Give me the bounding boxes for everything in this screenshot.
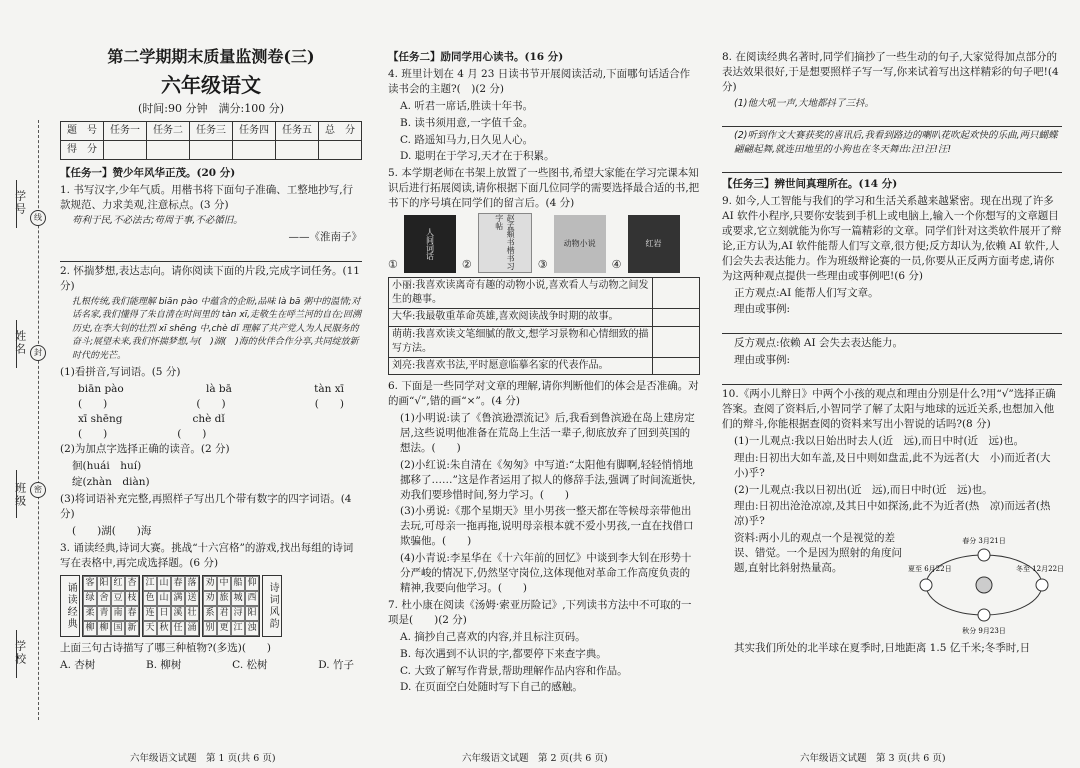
grid-cell: 江	[143, 576, 157, 591]
grid-cell: 浊	[245, 621, 259, 636]
pinyin: biān pào	[78, 383, 124, 396]
q1-quote: 苟利于民,不必法古;苟周于事,不必循旧。	[72, 215, 243, 227]
score-cell[interactable]	[104, 140, 147, 159]
pinyin-row	[60, 382, 362, 397]
grid-cell: 系	[203, 606, 217, 621]
grid-cell: 壮	[185, 606, 199, 621]
label-class: 班级	[13, 482, 27, 508]
grid-cell: 山	[157, 591, 171, 606]
task1-heading: 【任务一】赞少年风华正茂。(20 分)	[60, 166, 236, 179]
palace-grid-2	[142, 575, 200, 637]
grid-cell: 杏	[125, 576, 139, 591]
q2-2-item[interactable]: 绽(zhàn diàn)	[72, 476, 150, 489]
grid-cell: 山	[157, 576, 171, 591]
label-winter: 冬至 12月22日	[1016, 565, 1064, 574]
grid-cell: 阳	[97, 576, 111, 591]
grid-cell: 仰	[245, 576, 259, 591]
score-header: 题 号	[61, 121, 104, 140]
page-2	[388, 50, 700, 697]
answer-blank[interactable]: ( )	[314, 397, 344, 410]
q4-option-c[interactable]: C. 路遥知马力,日久见人心。	[400, 133, 534, 146]
grid-cell: 舍	[97, 591, 111, 606]
blank-row	[60, 397, 362, 412]
option-b[interactable]: B. 柳树	[146, 658, 182, 671]
q10-prompt: 10.《两小儿辩日》中两个小孩的观点和理由分别是什么?用“√”选择正确答案。查阅了资料后,小智同学了解了太阳与地球的远近关系,也想加入他们的辩斗,你能根据查阅的资料来写出小智说的话吗?(8 分)	[722, 388, 1056, 430]
grid-cell: 劝	[203, 591, 217, 606]
score-header: 任务五	[276, 121, 319, 140]
palace-grid-1	[82, 575, 140, 637]
grid-cell: 豆	[111, 591, 125, 606]
option-c[interactable]: C. 松树	[232, 658, 268, 671]
grid-cell: 别	[203, 621, 217, 636]
fill-line-class	[16, 470, 17, 518]
q9-con: 反方观点:依赖 AI 会失去表达能力。	[734, 337, 903, 350]
grid-cell: 更	[217, 621, 231, 636]
grid-cell: 任	[171, 621, 185, 636]
q4-option-a[interactable]: A. 听君一席话,胜读十年书。	[400, 99, 534, 112]
fill-line-name	[16, 320, 17, 368]
grid-cell: 柳	[83, 621, 97, 636]
book-answer-cell[interactable]	[653, 309, 700, 326]
grid-cell: 城	[231, 591, 245, 606]
grid-cell: 浔	[231, 606, 245, 621]
q2-passage: 扎根传统,我们能理解 biān pào 中蕴含的企盼,品味 là bā 粥中的温情;对话名家,我们懂得了朱自清在时间里的 tàn xī,走敬生在呼兰河的自在;回溯历史,在李大钊的壮烈 xī shēng 中,chè dǐ 理解了共产党人为人民服务的奋斗;展望未来,我们怀揣梦想,与( )湖( )海的伙伴合作分享,共同绽放新时代的光芒。	[72, 296, 362, 361]
palace-grid-3	[202, 575, 260, 637]
answer-blank[interactable]: ( )	[196, 397, 226, 410]
q7-option-a[interactable]: A. 摘抄自己喜欢的内容,并且标注页码。	[400, 630, 586, 643]
earth-spring-icon	[978, 549, 990, 561]
footer-page-2: 六年级语文试题 第 2 页(共 6 页)	[462, 753, 608, 764]
grid-cell: 枝	[125, 591, 139, 606]
q9-answer-line[interactable]	[722, 370, 1062, 385]
label-student-id: 学号	[13, 190, 27, 216]
book-title: 人间词话	[425, 228, 435, 261]
score-header: 任务一	[104, 121, 147, 140]
q2-prompt: 2. 怀揣梦想,表达志向。请你阅读下面的片段,完成字词任务。(11 分)	[60, 264, 360, 292]
q8-sentence-1: (1)他大吼一声,大地都抖了三抖。	[734, 97, 874, 109]
grid-cell: 柳	[97, 621, 111, 636]
pinyin-row	[60, 412, 362, 427]
book-cover-2	[478, 213, 532, 273]
q9-pro: 正方观点:AI 能帮人们写文章。	[734, 286, 879, 299]
grid-cell: 天	[143, 621, 157, 636]
book-answer-cell[interactable]	[653, 358, 700, 375]
earth-winter-icon	[1036, 579, 1048, 591]
table-row	[389, 309, 700, 326]
grid-cell: 国	[111, 621, 125, 636]
q8-answer-line[interactable]	[722, 158, 1062, 173]
grid-cell: 旅	[217, 591, 231, 606]
book-cover-3	[554, 215, 606, 273]
grid-cell: 色	[143, 591, 157, 606]
grid-cell: 南	[111, 606, 125, 621]
table-row	[389, 326, 700, 357]
q6-item[interactable]: (4)小青说:李星华在《十六年前的回忆》中谈到李大钊在形势十分严峻的情况下,仍然坚守岗位,这体现他对革命工作高度负责的精神,我要向他学习。( )	[400, 552, 692, 594]
q2-1-prompt: (1)看拼音,写词语。(5 分)	[60, 366, 181, 379]
score-header: 任务二	[147, 121, 190, 140]
q7-option-d[interactable]: D. 在页面空白处随时写下自己的感触。	[400, 681, 583, 694]
task2-heading: 【任务二】励同学用心读书。(16 分)	[388, 51, 564, 63]
grid-cell: 落	[185, 576, 199, 591]
score-row-label: 得 分	[61, 140, 104, 159]
reason-label: 理由或事例:	[734, 303, 791, 316]
book-answer-cell[interactable]	[653, 278, 700, 309]
grid-cell: 连	[143, 606, 157, 621]
q4-option-b[interactable]: B. 读书须用意,一字值千金。	[400, 116, 534, 129]
q8-prompt: 8. 在阅读经典名著时,同学们摘抄了一些生动的句子,大家觉得加点部分的表达效果很好,于是想要照样子写一写,你来试着写出这样精彩的句子吧!(4 分)	[722, 51, 1059, 93]
grid-cell: 溪	[171, 606, 185, 621]
label-name: 姓名	[13, 330, 27, 356]
fill-line-id	[16, 180, 17, 228]
fill-line-school	[16, 630, 17, 678]
sun-icon	[976, 577, 992, 593]
grid-cell: 涌	[185, 621, 199, 636]
q2-2-prompt: (2)为加点字选择正确的读音。(2 分)	[60, 442, 230, 455]
q1-source: ——《淮南子》	[288, 230, 362, 243]
footer-page-1: 六年级语文试题 第 1 页(共 6 页)	[130, 753, 276, 764]
grid-cell: 青	[97, 606, 111, 621]
score-table	[60, 121, 362, 160]
score-header: 任务四	[233, 121, 276, 140]
q1-prompt: 1. 书写汉字,少年气质。用楷书将下面句子准确、工整地抄写,行款规范、力求美观,注意标点。(3 分)	[60, 183, 354, 211]
q10-2-view[interactable]: (2)一儿观点:我以日初出(近 远),而日中时(近 远)也。	[734, 483, 993, 496]
grid-cell: 劝	[203, 576, 217, 591]
reader-comment: 大华:我最敬重革命英雄,喜欢阅读战争时期的故事。	[389, 309, 653, 326]
score-header: 任务三	[190, 121, 233, 140]
grid-cell: 满	[171, 591, 185, 606]
q3-options	[60, 658, 362, 673]
label-autumn: 秋分 9月23日	[962, 627, 1006, 636]
task3-heading: 【任务三】辨世间真理所在。(14 分)	[722, 178, 898, 191]
q5-prompt: 5. 本学期老师在书架上放置了一些图书,希望大家能在学习完课本知识后进行拓展阅读,请你根据下面几位同学的需要选择最合适的书,把书下的序号填在同学们的留言后。(4 分)	[388, 167, 700, 210]
q4-prompt: 4. 班里计划在 4 月 23 日读书节开展阅读活动,下面哪句话适合作读书会的主题?( )(2 分)	[388, 67, 691, 95]
q7-option-b[interactable]: B. 每次遇到不认识的字,都要停下来查字典。	[400, 647, 607, 660]
q10-data-block	[722, 531, 1062, 641]
score-cell[interactable]	[319, 140, 362, 159]
book-number: ④	[611, 258, 622, 272]
q10-2-reason[interactable]: 理由:日初出沧沧凉凉,及其日中如探汤,此不为近者(热 凉)而远者(热 凉)乎?	[734, 500, 1062, 528]
option-d[interactable]: D. 竹子	[318, 658, 354, 671]
q3-prompt: 3. 诵读经典,诗词大赛。挑战“十六宫格”的游戏,找出每组的诗词写在表格中,再完成选择题。(6 分)	[60, 542, 354, 570]
q10-1-view[interactable]: (1)一儿观点:我以日始出时去人(近 远),而日中时(近 远)也。	[734, 434, 1025, 447]
book-title: 红岩	[645, 239, 662, 249]
book-number: ①	[388, 258, 398, 272]
book-title: 动物小说	[563, 239, 596, 249]
label-summer: 夏至 6月22日	[908, 565, 952, 574]
book-shelf	[388, 213, 700, 273]
q4-option-d[interactable]: D. 聪明在于学习,天才在于积累。	[400, 150, 555, 163]
pinyin: tàn xī	[314, 383, 344, 396]
seal-line: 线	[30, 210, 46, 226]
q6-item[interactable]: (2)小红说:朱自清在《匆匆》中写道:“太阳他有脚啊,轻轻悄悄地挪移了……”这是作者运用了拟人的修辞手法,强调了时间流逝快,劝我们要珍惜时间,努力学习。( )	[400, 458, 696, 501]
grid-cell: 秋	[157, 621, 171, 636]
book-number: ③	[537, 258, 548, 272]
grid-cell: 西	[245, 591, 259, 606]
answer-blank[interactable]: ( )	[78, 397, 108, 410]
seal-feng: 封	[30, 345, 46, 361]
q2-3-prompt: (3)将词语补充完整,再照样子写出几个带有数字的四字词语。(4 分)	[60, 493, 352, 521]
table-row	[389, 278, 700, 309]
q10-data-2: 其实我们所处的北半球在夏季时,日地距离 1.5 亿千米;冬季时,日	[734, 642, 1031, 655]
grid-cell: 送	[185, 591, 199, 606]
blank-row	[60, 427, 362, 442]
score-cell[interactable]	[147, 140, 190, 159]
q10-data: 资料:两小儿的观点一个是视觉的差误、错觉。一个是因为照射的角度问题,直射比斜射热量高。	[734, 532, 902, 575]
grid-cell: 春	[171, 576, 185, 591]
grid-cell: 春	[125, 606, 139, 621]
pinyin: là bā	[205, 383, 232, 396]
exam-subject: 六年级语文	[161, 72, 261, 97]
grid-cell: 客	[83, 576, 97, 591]
q9-prompt: 9. 如今,人工智能与我们的学习和生活关系越来越紧密。现在出现了许多 AI 软件小程序,只要你安装到手机上或电脑上,输入一个你想写的文章题目或要求,它立刻就能为你写一篇精彩的文章。同学们针对这类软件展开了辩论,正方认为,AI 软件能帮人们写文章,很方便;反方却认为,依赖 AI 软件,人们会失去表达能力。作为班级辩论赛的一员,你要从正反两方面考虑,请你为这两种观点提供一些理由或事例吧!(6 分)	[722, 195, 1062, 282]
q3-choice: 上面三句古诗描写了哪三种植物?(多选)( )	[60, 641, 272, 654]
pinyin: chè dǐ	[192, 412, 225, 425]
book-number: ②	[461, 258, 472, 272]
reader-comment: 小丽:我喜欢读离奇有趣的动物小说,喜欢看人与动物之间发生的趣事。	[389, 278, 653, 309]
score-header: 总 分	[319, 121, 362, 140]
book-cover-1	[404, 215, 456, 273]
reader-comment: 萌萌:我喜欢读文笔细腻的散文,想学习景物和心情细致的描写方法。	[389, 326, 653, 357]
grid-cell: 中	[217, 576, 231, 591]
book-title: 赵孟頫书楷书习字帖	[494, 214, 516, 271]
option-a[interactable]: A. 杏树	[60, 658, 96, 671]
score-cell[interactable]	[276, 140, 319, 159]
side-label-right: 诗词风韵	[262, 575, 282, 637]
book-answer-cell[interactable]	[653, 326, 700, 357]
q8-sentence-2: (2)听到作文大赛获奖的喜讯后,我看到路边的喇叭花吹起欢快的乐曲,两只蝴蝶翩翩起舞,就连田地里的小狗也在冬天舞出:汪!汪!汪!	[734, 130, 1058, 155]
reader-comment: 刘亮:我喜欢书法,平时愿意临摹名家的代表作品。	[389, 358, 653, 375]
grid-cell: 江	[231, 621, 245, 636]
side-label-left: 诵读经典	[60, 575, 80, 637]
grid-cell: 新	[125, 621, 139, 636]
grid-cell: 日	[157, 606, 171, 621]
label-spring: 春分 3月21日	[962, 537, 1006, 546]
earth-autumn-icon	[978, 609, 990, 621]
reason-label: 理由或事例:	[734, 354, 791, 367]
grid-cell: 柔	[83, 606, 97, 621]
q10-1-reason[interactable]: 理由:日初出大如车盖,及日中则如盘盂,此不为远者(大 小)而近者(大 小)乎?	[734, 451, 1062, 479]
exam-title: 第二学期期末质量监测卷(三)	[107, 47, 315, 66]
footer-page-3: 六年级语文试题 第 3 页(共 6 页)	[800, 753, 946, 764]
page-3	[722, 50, 1062, 658]
score-cell[interactable]	[233, 140, 276, 159]
earth-summer-icon	[920, 579, 932, 591]
table-row	[389, 358, 700, 375]
binding-margin	[0, 0, 58, 768]
exam-meta: (时间:90 分钟 满分:100 分)	[138, 102, 284, 116]
page-1	[60, 46, 362, 673]
grid-cell: 君	[217, 606, 231, 621]
q6-item[interactable]: (1)小明说:读了《鲁滨逊漂流记》后,我看到鲁滨逊在岛上建房定居,这些说明他准备在荒岛上生活一辈子,彻底放弃了回到英国的想法。( )	[400, 412, 695, 454]
book-cover-4	[628, 215, 680, 273]
grid-cell: 红	[111, 576, 125, 591]
grid-cell: 阳	[245, 606, 259, 621]
q7-option-c[interactable]: C. 大致了解写作背景,帮助理解作品内容和作品。	[400, 664, 628, 677]
q2-3-blank[interactable]: ( )湖( )海	[72, 525, 152, 538]
q2-2-item[interactable]: 徊(huái huí)	[72, 459, 142, 472]
grid-cell: 绿	[83, 591, 97, 606]
pinyin: xī shēng	[78, 412, 123, 425]
answer-blank[interactable]: ( )	[177, 427, 207, 440]
season-orbit-diagram	[904, 531, 1064, 639]
q8-answer-line[interactable]	[722, 112, 1062, 127]
score-cell[interactable]	[190, 140, 233, 159]
q6-prompt: 6. 下面是一些同学对文章的理解,请你判断他们的体会是否准确。对的画“√”,错的画“×”。(4 分)	[388, 380, 699, 408]
palace-grid	[60, 575, 362, 637]
q9-answer-line[interactable]	[722, 319, 1062, 334]
q7-prompt: 7. 杜小康在阅读《汤姆·索亚历险记》,下列读书方法中不可取的一项是( )(2 分)	[388, 598, 692, 626]
seal-mi: 密	[30, 482, 46, 498]
grid-cell: 船	[231, 576, 245, 591]
q6-item[interactable]: (3)小勇说:《那个星期天》里小男孩一整天都在等候母亲带他出去玩,可母亲一拖再拖,说明母亲根本就不爱小男孩,一直在找借口欺骗他。( )	[400, 505, 694, 548]
label-school: 学校	[13, 640, 27, 666]
reader-table	[388, 277, 700, 375]
q1-answer-line[interactable]	[60, 247, 362, 262]
answer-blank[interactable]: ( )	[78, 427, 108, 440]
